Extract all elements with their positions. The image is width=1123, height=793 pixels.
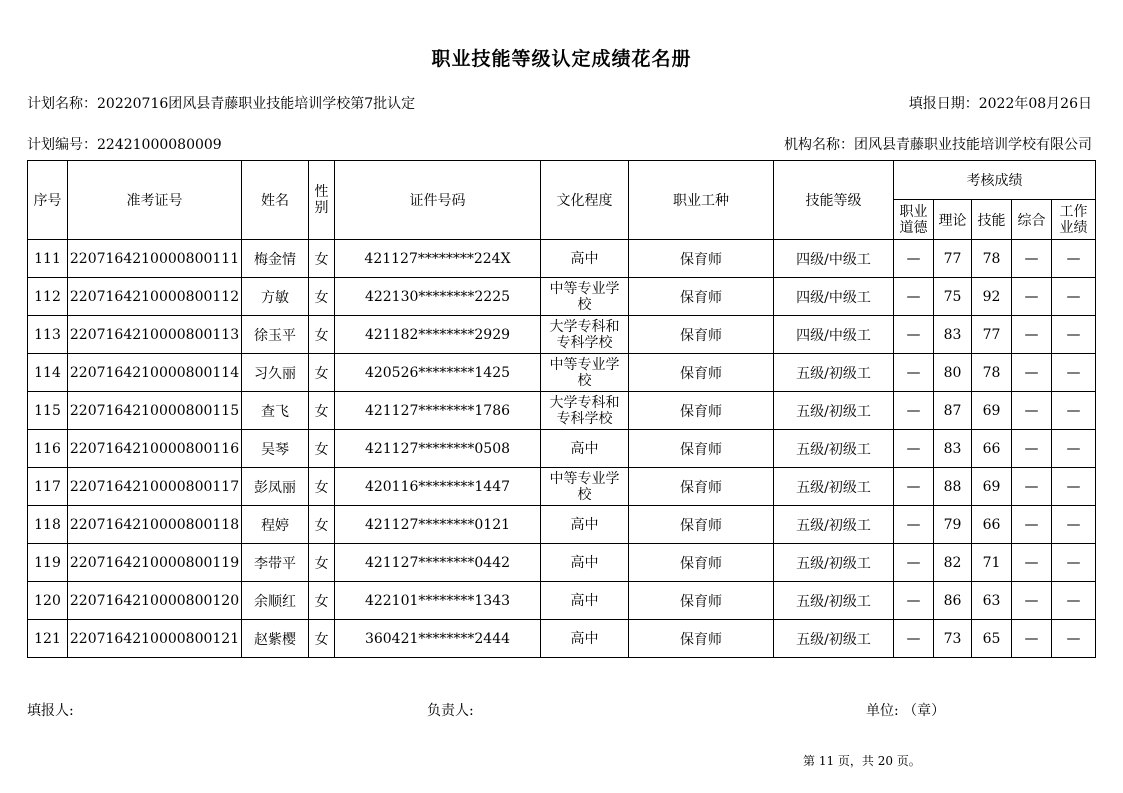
cell-seq: 120 [28,582,68,620]
footer-responsible: 负责人: [427,703,474,719]
cell-work: — [1052,544,1096,582]
org-name: 机构名称：团风县青藤职业技能培训学校有限公司 [784,137,1092,153]
cell-id-number: 420116********1447 [335,468,541,506]
cell-gender: 女 [309,430,335,468]
cell-skill-level: 四级/中级工 [774,240,894,278]
cell-theory: 83 [934,430,972,468]
cell-skill-level: 五级/初级工 [774,354,894,392]
cell-work: — [1052,506,1096,544]
cell-work: — [1052,430,1096,468]
cell-comprehensive: — [1012,468,1052,506]
cell-skill: 77 [972,316,1012,354]
cell-theory: 83 [934,316,972,354]
cell-name: 余顺红 [242,582,309,620]
cell-gender: 女 [309,392,335,430]
cell-name: 方敏 [242,278,309,316]
cell-name: 李带平 [242,544,309,582]
cell-skill: 69 [972,468,1012,506]
cell-name: 习久丽 [242,354,309,392]
cell-ethics: — [894,316,934,354]
cell-education [541,468,629,506]
cell-name: 查飞 [242,392,309,430]
cell-skill: 69 [972,392,1012,430]
cell-education-line1: 高中 [570,250,599,267]
cell-gender: 女 [309,354,335,392]
header-id-number: 证件号码 [335,161,541,240]
header-name: 姓名 [242,161,309,240]
cell-skill-level: 五级/初级工 [774,506,894,544]
cell-occupation: 保育师 [629,506,774,544]
cell-id-number: 421127********0442 [335,544,541,582]
cell-theory: 73 [934,620,972,658]
cell-skill: 92 [972,278,1012,316]
cell-ethics: — [894,506,934,544]
cell-name: 徐玉平 [242,316,309,354]
table-row [28,354,1096,392]
cell-gender: 女 [309,620,335,658]
cell-skill: 71 [972,544,1012,582]
cell-work: — [1052,316,1096,354]
cell-skill: 78 [972,240,1012,278]
page-title: 职业技能等级认定成绩花名册 [431,48,692,70]
cell-name: 程婷 [242,506,309,544]
cell-name: 吴琴 [242,430,309,468]
cell-work: — [1052,582,1096,620]
cell-education [541,620,629,658]
cell-skill-level: 五级/初级工 [774,468,894,506]
cell-education-line1: 大学专科和 [549,318,620,335]
cell-education [541,240,629,278]
cell-gender: 女 [309,544,335,582]
cell-education-line2: 校 [577,372,592,389]
cell-exam-id: 2207164210000800114 [68,354,242,392]
cell-seq: 121 [28,620,68,658]
cell-education [541,506,629,544]
cell-id-number: 421182********2929 [335,316,541,354]
header-gender-line1: 性 [314,184,329,200]
cell-education-line1: 高中 [570,440,599,457]
header-gender-line2: 别 [314,200,329,216]
cell-skill-level: 五级/初级工 [774,620,894,658]
cell-skill-level: 五级/初级工 [774,430,894,468]
cell-skill-level: 五级/初级工 [774,392,894,430]
cell-exam-id: 2207164210000800116 [68,430,242,468]
table-row [28,278,1096,316]
cell-comprehensive: — [1012,278,1052,316]
cell-gender: 女 [309,278,335,316]
cell-skill: 63 [972,582,1012,620]
cell-gender: 女 [309,506,335,544]
header-ethics-line1: 职业 [899,203,928,220]
cell-seq: 118 [28,506,68,544]
cell-comprehensive: — [1012,354,1052,392]
cell-occupation: 保育师 [629,582,774,620]
table-row [28,316,1096,354]
cell-skill: 66 [972,506,1012,544]
cell-work: — [1052,278,1096,316]
cell-education-line2: 校 [577,486,592,503]
table-row [28,506,1096,544]
cell-education-line2: 专科学校 [556,410,613,427]
cell-education-line1: 高中 [570,554,599,571]
cell-ethics: — [894,468,934,506]
cell-exam-id: 2207164210000800118 [68,506,242,544]
header-ethics-line2: 道德 [899,219,928,236]
header-theory: 理论 [934,200,972,240]
cell-skill: 65 [972,620,1012,658]
cell-occupation: 保育师 [629,392,774,430]
cell-seq: 111 [28,240,68,278]
cell-skill-level: 五级/初级工 [774,582,894,620]
cell-comprehensive: — [1012,582,1052,620]
header-comprehensive: 综合 [1012,200,1052,240]
cell-education-line1: 高中 [570,516,599,533]
plan-number: 计划编号：22421000080009 [27,137,222,153]
cell-comprehensive: — [1012,620,1052,658]
cell-ethics: — [894,354,934,392]
score-roster-table [27,160,1096,658]
cell-skill-level: 五级/初级工 [774,544,894,582]
cell-id-number: 422101********1343 [335,582,541,620]
cell-education-line1: 大学专科和 [549,394,620,411]
cell-occupation: 保育师 [629,468,774,506]
cell-ethics: — [894,582,934,620]
header-exam-id: 准考证号 [68,161,242,240]
cell-seq: 114 [28,354,68,392]
cell-education-line1: 中等专业学 [549,280,620,297]
cell-id-number: 421127********224X [335,240,541,278]
cell-theory: 87 [934,392,972,430]
cell-occupation: 保育师 [629,316,774,354]
cell-gender: 女 [309,240,335,278]
cell-education [541,392,629,430]
cell-name: 梅金情 [242,240,309,278]
cell-education-line1: 高中 [570,592,599,609]
cell-seq: 115 [28,392,68,430]
cell-occupation: 保育师 [629,278,774,316]
cell-gender: 女 [309,468,335,506]
table-row [28,620,1096,658]
cell-skill: 78 [972,354,1012,392]
cell-education-line1: 中等专业学 [549,470,620,487]
cell-exam-id: 2207164210000800121 [68,620,242,658]
cell-id-number: 420526********1425 [335,354,541,392]
footer-unit: 单位: （章） [866,703,946,719]
cell-ethics: — [894,430,934,468]
cell-occupation: 保育师 [629,240,774,278]
cell-ethics: — [894,392,934,430]
cell-seq: 117 [28,468,68,506]
cell-ethics: — [894,544,934,582]
cell-theory: 82 [934,544,972,582]
cell-id-number: 421127********1786 [335,392,541,430]
header-scores: 考核成绩 [894,161,1096,200]
cell-seq: 113 [28,316,68,354]
cell-education-line1: 高中 [570,630,599,647]
cell-exam-id: 2207164210000800112 [68,278,242,316]
cell-education-line2: 专科学校 [556,334,613,351]
cell-comprehensive: — [1012,392,1052,430]
cell-comprehensive: — [1012,506,1052,544]
cell-ethics: — [894,240,934,278]
cell-comprehensive: — [1012,316,1052,354]
cell-comprehensive: — [1012,430,1052,468]
cell-exam-id: 2207164210000800119 [68,544,242,582]
cell-theory: 86 [934,582,972,620]
cell-education [541,582,629,620]
table-row [28,468,1096,506]
plan-name: 计划名称：20220716团风县青藤职业技能培训学校第7批认定 [27,96,416,112]
cell-comprehensive: — [1012,544,1052,582]
cell-exam-id: 2207164210000800120 [68,582,242,620]
cell-education [541,354,629,392]
cell-comprehensive: — [1012,240,1052,278]
report-date: 填报日期：2022年08月26日 [908,96,1092,112]
cell-theory: 80 [934,354,972,392]
header-education: 文化程度 [541,161,629,240]
cell-skill-level: 四级/中级工 [774,316,894,354]
cell-exam-id: 2207164210000800117 [68,468,242,506]
cell-ethics: — [894,620,934,658]
header-work [1052,200,1096,240]
cell-ethics: — [894,278,934,316]
cell-education [541,278,629,316]
header-seq: 序号 [28,161,68,240]
cell-work: — [1052,620,1096,658]
footer-reporter: 填报人: [27,703,74,719]
cell-name: 彭凤丽 [242,468,309,506]
cell-theory: 77 [934,240,972,278]
cell-theory: 88 [934,468,972,506]
header-skill: 技能 [972,200,1012,240]
table-row [28,582,1096,620]
cell-occupation: 保育师 [629,354,774,392]
cell-exam-id: 2207164210000800111 [68,240,242,278]
cell-work: — [1052,354,1096,392]
cell-work: — [1052,240,1096,278]
cell-education [541,430,629,468]
cell-seq: 119 [28,544,68,582]
table-row [28,240,1096,278]
header-ethics [894,200,934,240]
cell-skill-level: 四级/中级工 [774,278,894,316]
table-row [28,430,1096,468]
cell-exam-id: 2207164210000800113 [68,316,242,354]
table-row [28,392,1096,430]
page-number: 第 11 页，共 20 页。 [803,754,921,768]
cell-seq: 116 [28,430,68,468]
cell-occupation: 保育师 [629,430,774,468]
header-work-line2: 业绩 [1059,219,1088,236]
table-row [28,544,1096,582]
cell-id-number: 422130********2225 [335,278,541,316]
cell-theory: 79 [934,506,972,544]
header-occupation: 职业工种 [629,161,774,240]
cell-occupation: 保育师 [629,544,774,582]
cell-exam-id: 2207164210000800115 [68,392,242,430]
cell-education [541,544,629,582]
cell-seq: 112 [28,278,68,316]
cell-id-number: 360421********2444 [335,620,541,658]
cell-occupation: 保育师 [629,620,774,658]
cell-name: 赵紫樱 [242,620,309,658]
cell-id-number: 421127********0508 [335,430,541,468]
header-work-line1: 工作 [1059,203,1088,220]
cell-work: — [1052,468,1096,506]
cell-id-number: 421127********0121 [335,506,541,544]
header-skill-level: 技能等级 [774,161,894,240]
header-gender [309,161,335,240]
cell-skill: 66 [972,430,1012,468]
cell-education-line1: 中等专业学 [549,356,620,373]
cell-education-line2: 校 [577,296,592,313]
cell-gender: 女 [309,582,335,620]
cell-work: — [1052,392,1096,430]
cell-education [541,316,629,354]
cell-theory: 75 [934,278,972,316]
cell-gender: 女 [309,316,335,354]
